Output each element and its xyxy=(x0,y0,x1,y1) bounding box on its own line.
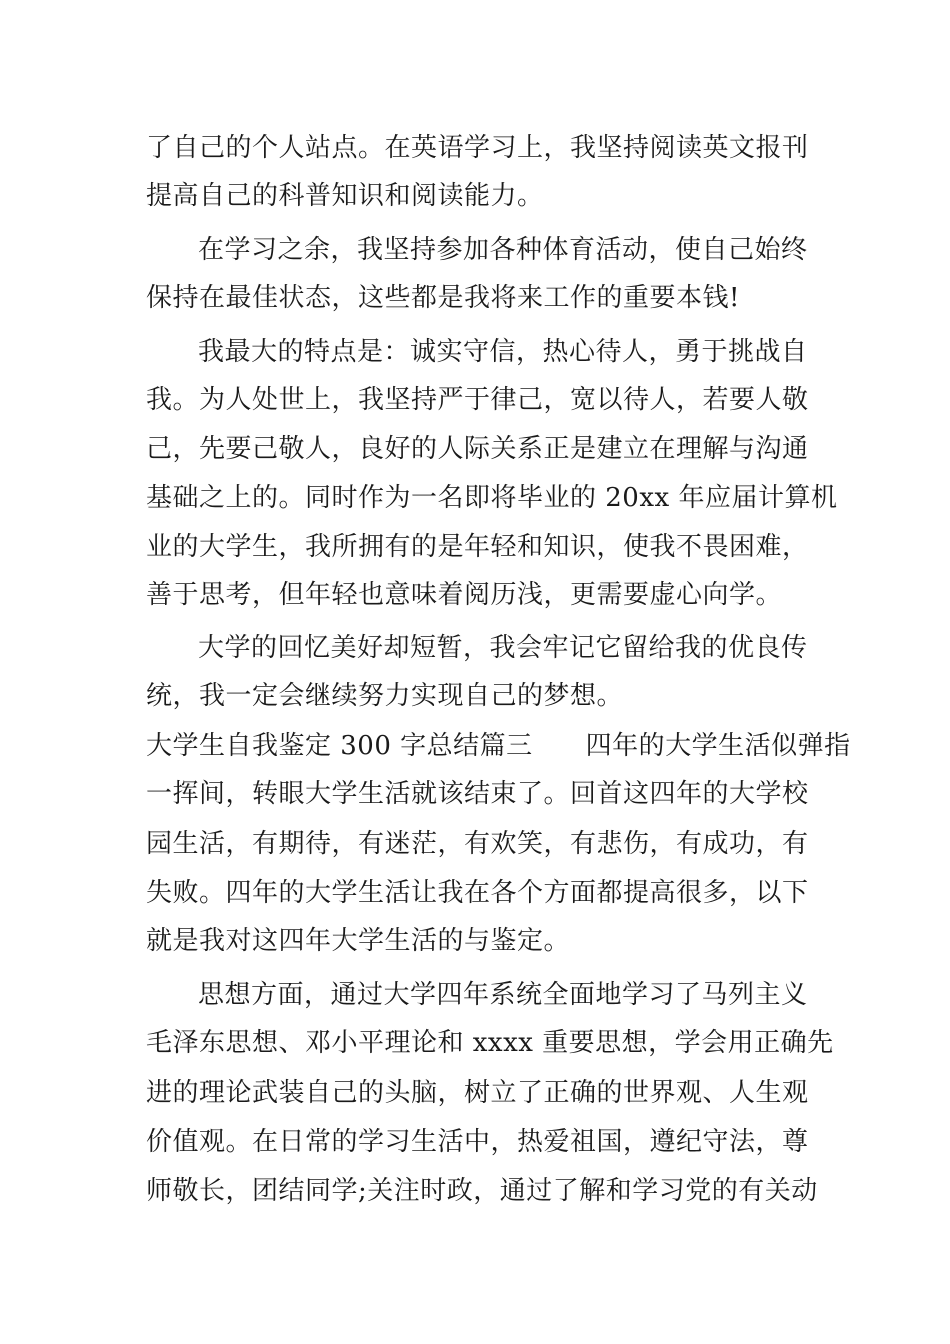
text-line: 基础之上的。同时作为一名即将毕业的 20xx 年应届计算机 xyxy=(146,483,838,513)
paragraph-start-line: 思想方面，通过大学四年系统全面地学习了马列主义 xyxy=(198,980,808,1010)
paragraph-start-line: 大学的回忆美好却短暂，我会牢记它留给我的优良传 xyxy=(198,633,808,663)
text-line: 一挥间，转眼大学生活就该结束了。回首这四年的大学校 xyxy=(146,779,809,809)
text-line: 进的理论武装自己的头脑，树立了正确的世界观、人生观 xyxy=(146,1078,809,1108)
text-line: 师敬长，团结同学;关注时政，通过了解和学习党的有关动 xyxy=(146,1176,818,1206)
text-line: 保持在最佳状态，这些都是我将来工作的重要本钱! xyxy=(146,283,740,313)
text-line: 毛泽东思想、邓小平理论和 xxxx 重要思想，学会用正确先 xyxy=(146,1028,834,1058)
text-line: 了自己的个人站点。在英语学习上，我坚持阅读英文报刊 xyxy=(146,133,809,163)
text-line: 我。为人处世上，我坚持严于律己，宽以待人，若要人敬 xyxy=(146,385,809,415)
paragraph-start-line: 我最大的特点是：诚实守信，热心待人，勇于挑战自 xyxy=(198,337,808,367)
text-line: 提高自己的科普知识和阅读能力。 xyxy=(146,181,544,211)
text-line: 园生活，有期待，有迷茫，有欢笑，有悲伤，有成功，有 xyxy=(146,829,809,859)
text-line: 己，先要己敬人，良好的人际关系正是建立在理解与沟通 xyxy=(146,434,809,464)
text-line: 就是我对这四年大学生活的与鉴定。 xyxy=(146,926,571,956)
text-line: 业的大学生，我所拥有的是年轻和知识，使我不畏困难， xyxy=(146,532,809,562)
text-line: 失败。四年的大学生活让我在各个方面都提高很多，以下 xyxy=(146,878,809,908)
text-line: 善于思考，但年轻也意味着阅历浅，更需要虚心向学。 xyxy=(146,580,783,610)
text-line: 统，我一定会继续努力实现自己的梦想。 xyxy=(146,681,624,711)
section-heading-line: 大学生自我鉴定 300 字总结篇三 四年的大学生活似弹指 xyxy=(146,731,851,761)
paragraph-start-line: 在学习之余，我坚持参加各种体育活动，使自己始终 xyxy=(198,235,808,265)
text-line: 价值观。在日常的学习生活中，热爱祖国，遵纪守法，尊 xyxy=(146,1127,809,1157)
